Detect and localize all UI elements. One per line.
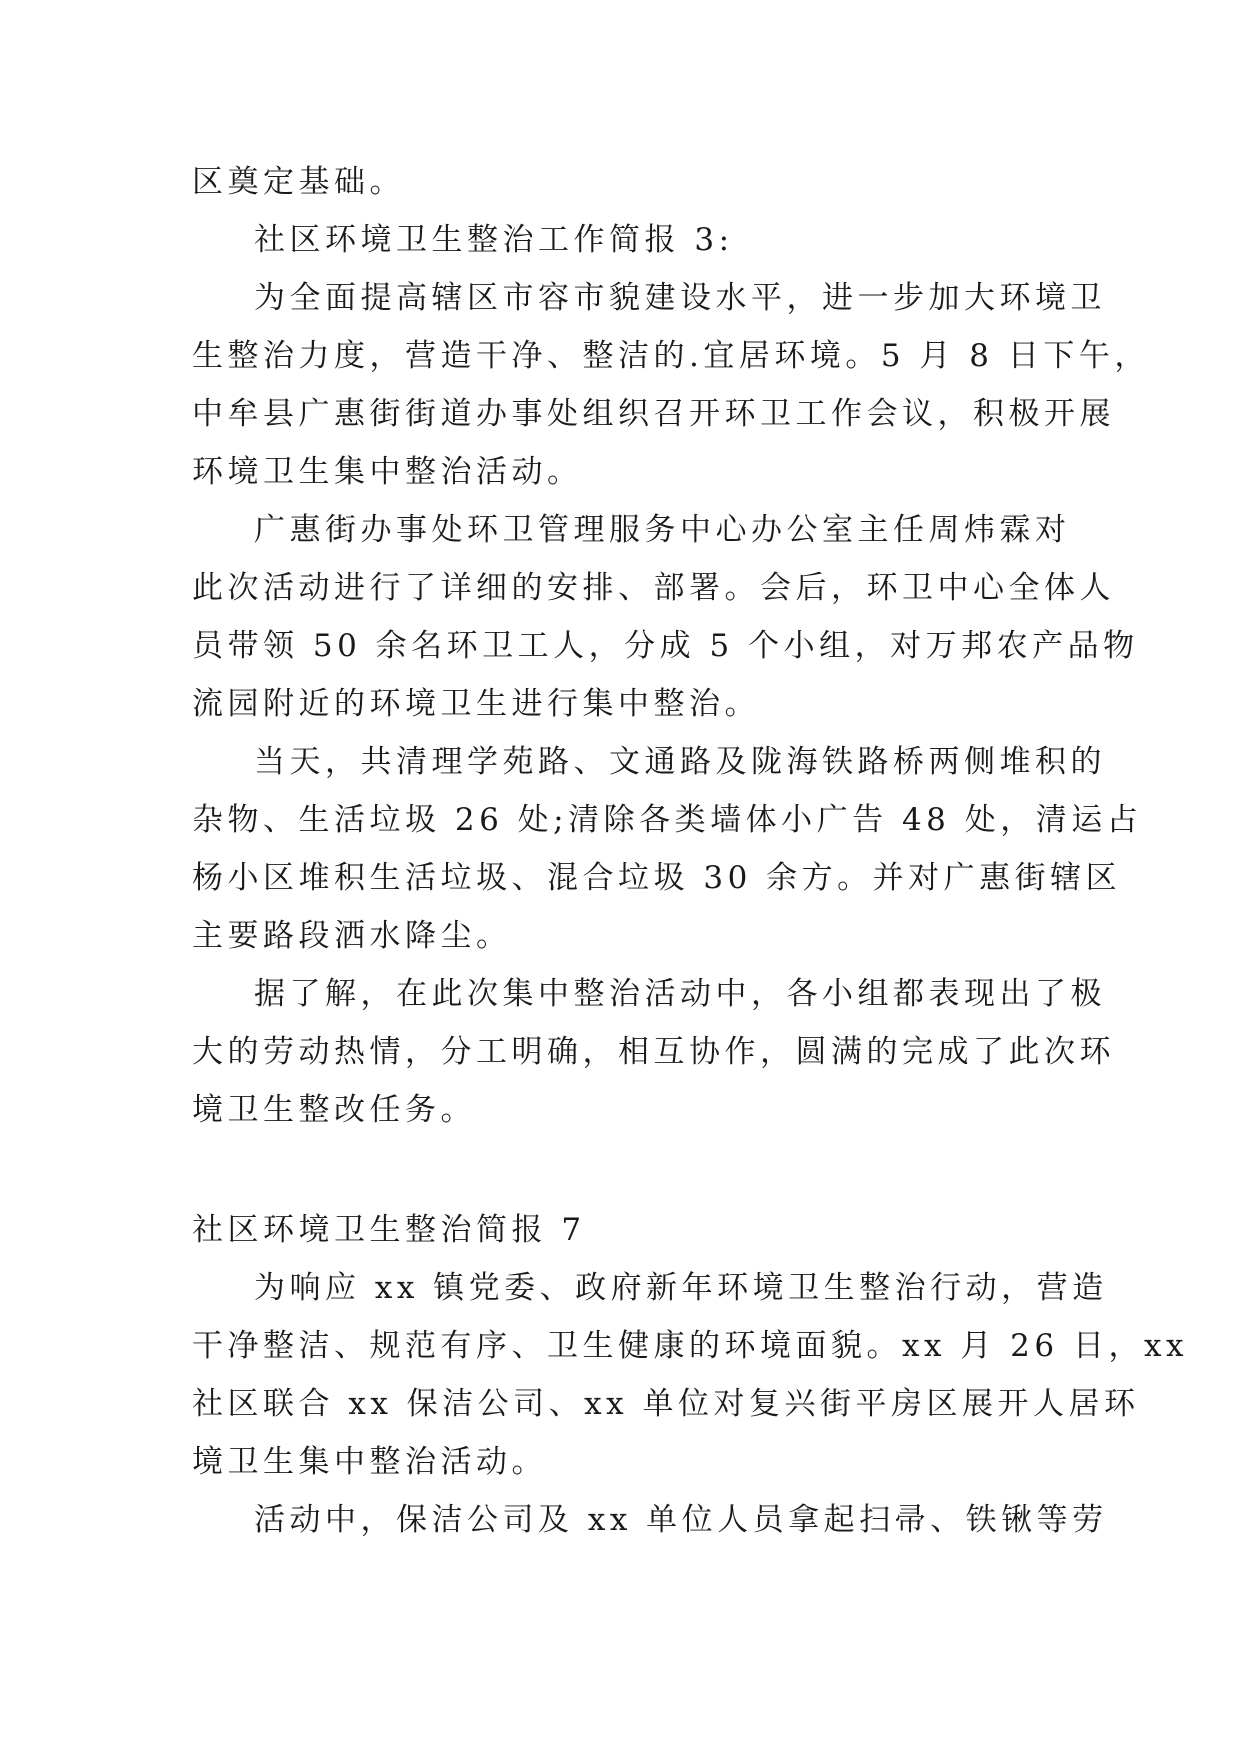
text-line: 境卫生整改任务。 — [192, 1092, 476, 1128]
text-line: 杨小区堆积生活垃圾、混合垃圾 30 余方。并对广惠街辖区 — [192, 860, 1122, 896]
text-line: 广惠街办事处环卫管理服务中心办公室主任周炜霖对 — [254, 512, 1071, 548]
text-line: 为全面提高辖区市容市貌建设水平，进一步加大环境卫 — [254, 280, 1106, 316]
text-line: 境卫生集中整治活动。 — [192, 1444, 547, 1480]
text-line: 当天，共清理学苑路、文通路及陇海铁路桥两侧堆积的 — [254, 744, 1106, 780]
text-line: 生整治力度，营造干净、整洁的.宜居环境。5 月 8 日下午， — [192, 338, 1150, 374]
text-line: 活动中，保洁公司及 xx 单位人员拿起扫帚、铁锹等劳 — [254, 1502, 1108, 1538]
section-spacer — [192, 1139, 1044, 1201]
text-line: 中牟县广惠街街道办事处组织召开环卫工作会议，积极开展 — [192, 396, 1115, 432]
text-line: 干净整洁、规范有序、卫生健康的环境面貌。xx 月 26 日，xx — [192, 1328, 1188, 1364]
text-line: 主要路段洒水降尘。 — [192, 918, 512, 954]
text-line: 据了解，在此次集中整治活动中，各小组都表现出了极 — [254, 976, 1106, 1012]
text-line: 流园附近的环境卫生进行集中整治。 — [192, 686, 760, 722]
text-line: 大的劳动热情，分工明确，相互协作，圆满的完成了此次环 — [192, 1034, 1115, 1070]
text-line: 环境卫生集中整治活动。 — [192, 454, 583, 490]
text-line: 区奠定基础。 — [192, 164, 405, 200]
text-line: 为响应 xx 镇党委、政府新年环境卫生整治行动，营造 — [254, 1270, 1108, 1306]
report-subtitle: 社区环境卫生整治工作简报 3: — [254, 222, 734, 258]
text-line: 社区联合 xx 保洁公司、xx 单位对复兴街平房区展开人居环 — [192, 1386, 1140, 1422]
text-line: 此次活动进行了详细的安排、部署。会后，环卫中心全体人 — [192, 570, 1115, 606]
text-line: 杂物、生活垃圾 26 处;清除各类墙体小广告 48 处，清运占 — [192, 802, 1143, 838]
text-line: 员带领 50 余名环卫工人，分成 5 个小组，对万邦农产品物 — [192, 628, 1139, 664]
section-title: 社区环境卫生整治简报 7 — [192, 1212, 586, 1248]
document-body — [192, 153, 1188, 1549]
